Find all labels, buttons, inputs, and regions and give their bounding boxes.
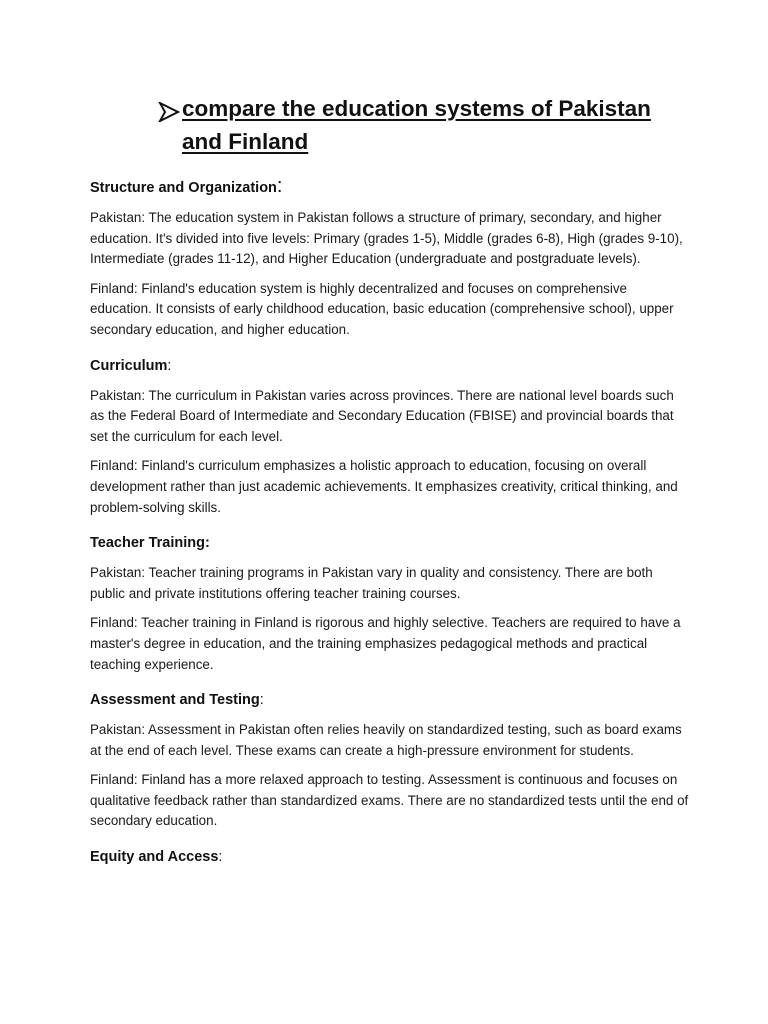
section-heading: Teacher Training: <box>90 535 210 552</box>
paragraph: Pakistan: Assessment in Pakistan often relies heavily on standardized testing, such as board exams at the end of each level. These exams can create a high-pressure environment for students. <box>90 722 682 758</box>
section-equity <box>90 846 690 868</box>
document-body <box>90 175 690 868</box>
title-line-1: compare the education systems of Pakistan <box>182 96 651 121</box>
section-heading: Equity and Access: <box>90 849 223 866</box>
title-block <box>158 92 678 158</box>
section-heading: Structure and Organization: <box>90 175 283 197</box>
paragraph: Pakistan: The curriculum in Pakistan varies across provinces. There are national level boards such as the Federal Board of Intermediate and Secondary Education (FBISE) and provincial boards that set the curriculum for each level. <box>90 387 674 444</box>
paragraph: Finland: Finland has a more relaxed approach to testing. Assessment is continuous and focuses on qualitative feedback rather than standardized exams. There are no standardized tests until the end of secondary education. <box>90 772 689 829</box>
section-heading: Curriculum: <box>90 357 172 374</box>
document-title <box>182 92 651 158</box>
section-assessment <box>90 689 690 832</box>
arrow-bullet-icon <box>158 102 180 122</box>
title-line-2: and Finland <box>182 129 309 154</box>
paragraph: Finland: Finland's curriculum emphasizes a holistic approach to education, focusing on overall development rather than just academic achievements. It emphasizes creativity, critical thinking, and problem-solving skills. <box>90 458 678 515</box>
paragraph: Finland: Finland's education system is highly decentralized and focuses on comprehensive education. It consists of early childhood education, basic education (comprehensive school), upper secondary education, and higher education. <box>90 280 674 337</box>
paragraph: Pakistan: The education system in Pakistan follows a structure of primary, secondary, and higher education. It's divided into five levels: Primary (grades 1-5), Middle (grades 6-8), High (grades 9-10), Intermediate (grades 11-12), and Higher Education (undergraduate and postgraduate levels). <box>90 210 683 267</box>
paragraph: Pakistan: Teacher training programs in Pakistan vary in quality and consistency. There are both public and private institutions offering teacher training courses. <box>90 565 653 601</box>
section-structure <box>90 175 690 341</box>
section-heading: Assessment and Testing: <box>90 692 264 709</box>
section-curriculum <box>90 355 690 519</box>
section-teacher-training <box>90 532 690 675</box>
paragraph: Finland: Teacher training in Finland is rigorous and highly selective. Teachers are required to have a master's degree in education, and the training emphasizes pedagogical methods and practical teaching experience. <box>90 615 681 672</box>
